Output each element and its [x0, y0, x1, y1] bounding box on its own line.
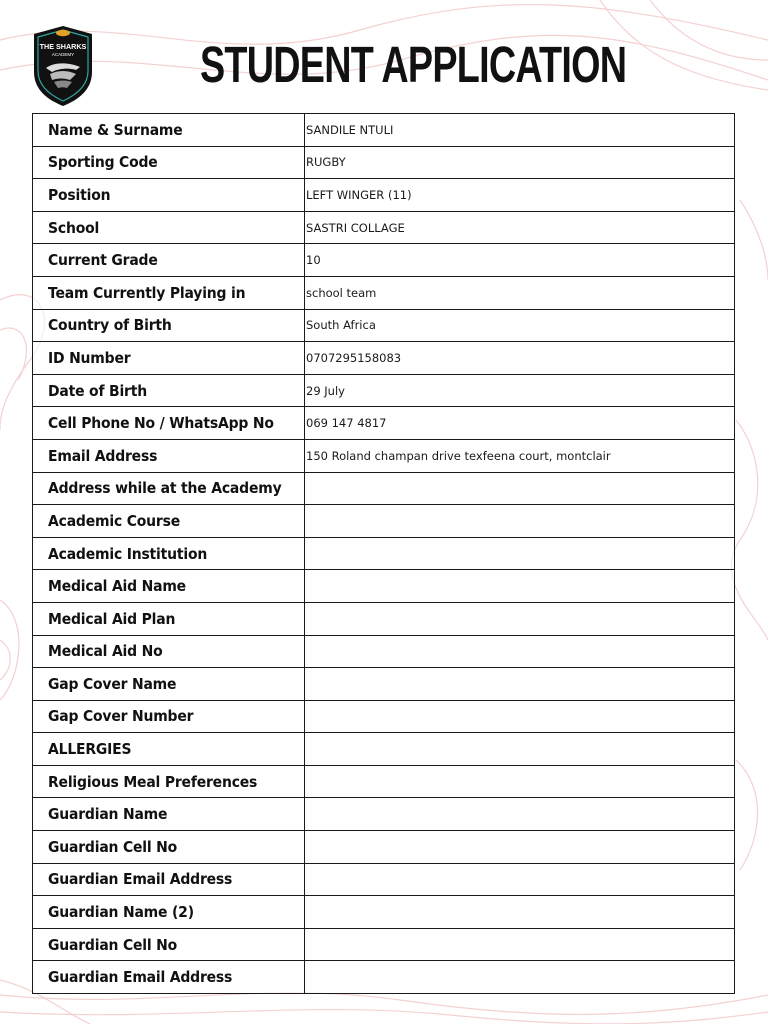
field-label-text: Religious Meal Preferences [48, 772, 258, 791]
field-label [33, 309, 305, 342]
field-label [33, 570, 305, 603]
form-row [33, 244, 735, 277]
field-label-text: Country of Birth [48, 316, 172, 335]
form-row [33, 700, 735, 733]
field-value[interactable] [305, 668, 735, 701]
field-value[interactable]: LEFT WINGER (11) [305, 179, 735, 212]
field-label [33, 635, 305, 668]
field-value[interactable]: 150 Roland champan drive texfeena court, montclair [305, 439, 735, 472]
application-form-table [32, 113, 735, 994]
field-value[interactable] [305, 472, 735, 505]
form-row [33, 863, 735, 896]
field-label-text: Gap Cover Number [48, 707, 194, 726]
field-value[interactable]: 29 July [305, 374, 735, 407]
field-label-text: Position [48, 185, 111, 204]
field-label-text: Guardian Cell No [48, 837, 178, 856]
form-row [33, 961, 735, 994]
page-title: STUDENT APPLICATION [200, 36, 627, 93]
form-row [33, 211, 735, 244]
field-label-text: Current Grade [48, 251, 158, 270]
field-label [33, 668, 305, 701]
field-label [33, 146, 305, 179]
form-row [33, 928, 735, 961]
form-row [33, 342, 735, 375]
form-row [33, 407, 735, 440]
field-label-text: Academic Course [48, 511, 180, 530]
form-row [33, 765, 735, 798]
field-label-text: Cell Phone No / WhatsApp No [48, 414, 274, 433]
field-label [33, 276, 305, 309]
field-label-text: School [48, 218, 100, 237]
field-label [33, 700, 305, 733]
sharks-academy-logo [30, 24, 96, 108]
field-label-text: ID Number [48, 348, 131, 367]
field-label-text: Email Address [48, 446, 158, 465]
field-label-text: Guardian Name [48, 805, 168, 824]
form-row [33, 276, 735, 309]
field-label [33, 961, 305, 994]
field-label [33, 211, 305, 244]
field-value[interactable] [305, 700, 735, 733]
field-value[interactable] [305, 635, 735, 668]
form-row [33, 114, 735, 147]
field-label-text: Address while at the Academy [48, 479, 282, 498]
field-value[interactable]: RUGBY [305, 146, 735, 179]
field-label [33, 374, 305, 407]
field-value[interactable]: school team [305, 276, 735, 309]
field-label-text: Name & Surname [48, 120, 183, 139]
field-label-text: ALLERGIES [48, 740, 132, 759]
field-label [33, 831, 305, 864]
form-row [33, 374, 735, 407]
form-row [33, 668, 735, 701]
field-value[interactable] [305, 733, 735, 766]
field-label-text: Guardian Name (2) [48, 903, 194, 922]
form-row [33, 733, 735, 766]
field-label [33, 114, 305, 147]
form-row [33, 309, 735, 342]
form-row [33, 179, 735, 212]
field-label [33, 439, 305, 472]
form-row [33, 831, 735, 864]
form-row [33, 602, 735, 635]
field-value[interactable] [305, 798, 735, 831]
field-label [33, 472, 305, 505]
svg-text:ACADEMY: ACADEMY [51, 52, 75, 57]
field-value[interactable]: South Africa [305, 309, 735, 342]
form-row [33, 570, 735, 603]
field-label-text: Guardian Cell No [48, 935, 178, 954]
field-label [33, 798, 305, 831]
form-row [33, 146, 735, 179]
field-label-text: Academic Institution [48, 544, 208, 563]
field-value[interactable] [305, 961, 735, 994]
field-value[interactable] [305, 896, 735, 929]
field-value[interactable] [305, 928, 735, 961]
form-row [33, 798, 735, 831]
form-row [33, 472, 735, 505]
field-label-text: Medical Aid No [48, 642, 163, 661]
field-label-text: Gap Cover Name [48, 674, 177, 693]
field-label [33, 244, 305, 277]
field-value[interactable] [305, 570, 735, 603]
field-label [33, 863, 305, 896]
field-label-text: Guardian Email Address [48, 870, 233, 889]
form-row [33, 635, 735, 668]
field-label [33, 896, 305, 929]
field-label-text: Medical Aid Name [48, 577, 186, 596]
field-label [33, 602, 305, 635]
field-value[interactable] [305, 602, 735, 635]
field-value[interactable] [305, 863, 735, 896]
form-row [33, 439, 735, 472]
field-value[interactable]: 10 [305, 244, 735, 277]
field-label [33, 505, 305, 538]
field-label-text: Medical Aid Plan [48, 609, 176, 628]
field-value[interactable] [305, 505, 735, 538]
field-label-text: Guardian Email Address [48, 968, 233, 987]
field-label [33, 407, 305, 440]
field-value[interactable] [305, 831, 735, 864]
field-label-text: Team Currently Playing in [48, 283, 246, 302]
field-label [33, 765, 305, 798]
field-value[interactable]: SANDILE NTULI [305, 114, 735, 147]
field-label [33, 179, 305, 212]
field-label [33, 733, 305, 766]
form-row [33, 537, 735, 570]
field-value[interactable] [305, 537, 735, 570]
field-label [33, 537, 305, 570]
field-label [33, 928, 305, 961]
field-value[interactable]: SASTRI COLLAGE [305, 211, 735, 244]
form-row [33, 896, 735, 929]
svg-text:THE SHARKS: THE SHARKS [39, 42, 87, 51]
form-row [33, 505, 735, 538]
field-label-text: Date of Birth [48, 381, 147, 400]
field-label-text: Sporting Code [48, 153, 158, 172]
field-value[interactable] [305, 765, 735, 798]
field-value[interactable]: 0707295158083 [305, 342, 735, 375]
field-value[interactable]: 069 147 4817 [305, 407, 735, 440]
field-label [33, 342, 305, 375]
